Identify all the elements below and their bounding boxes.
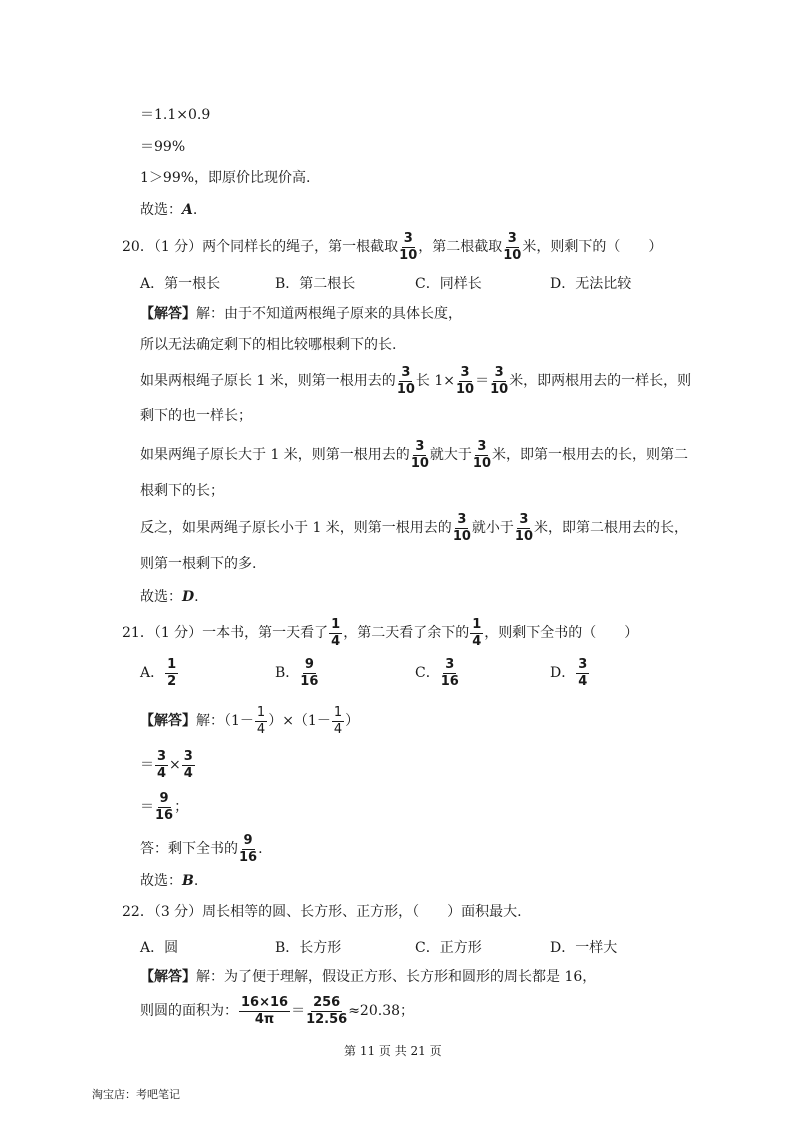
text: × <box>169 757 181 774</box>
q20-solution-line-3 <box>140 366 691 396</box>
q21-answer <box>140 874 198 888</box>
text: 如果两绳子原长大于 1 米，则第一根用去的 <box>140 447 410 464</box>
fraction: $\frac{3}{10}$ <box>490 365 509 397</box>
solution-text: 解：由于不知道两根绳子原来的具体长度， <box>196 306 462 322</box>
option-label: A． <box>140 665 165 682</box>
solution-label: 【解答】 <box>140 306 196 322</box>
fraction: $\frac{3}{10}$ <box>399 231 418 263</box>
q20-stem-a: 20．（1 分）两个同样长的绳子，第一根截取 <box>122 239 399 256</box>
q21-solution-line-3 <box>140 792 188 822</box>
q20-answer <box>140 590 199 604</box>
text: 米，即第二根用去的长， <box>534 520 688 537</box>
option-label: C． <box>415 665 440 682</box>
q20-solution-line-6: 根剩下的长； <box>140 483 224 499</box>
text: ≈20.38； <box>348 1003 415 1020</box>
text: ＝ <box>140 757 154 774</box>
text: 就大于 <box>429 447 472 464</box>
q21-option-a <box>140 658 179 688</box>
q20-solution-line-8: 则第一根剩下的多. <box>140 556 257 572</box>
text: 长 1× <box>415 373 455 390</box>
shop-watermark: 淘宝店：考吧笔记 <box>92 1088 180 1101</box>
prev-answer <box>140 203 197 217</box>
fraction: $\frac{1}{4}$ <box>256 705 266 737</box>
fraction: $\frac{1}{4}$ <box>333 705 343 737</box>
fraction: $\frac{1}{2}$ <box>167 657 177 689</box>
solution-text: 解：为了便于理解，假设正方形、长方形和圆形的周长都是 16， <box>196 969 597 985</box>
text: ）×（1－ <box>268 713 331 730</box>
q20-option-d: D．无法比较 <box>550 276 632 292</box>
text: 米，即两根用去的一样长，则 <box>509 373 692 390</box>
answer-prefix: 故选： <box>140 202 182 218</box>
q20-solution-line-5 <box>140 440 688 470</box>
solution-label: 【解答】 <box>140 713 196 730</box>
fraction: $\frac{3}{10}$ <box>396 365 415 397</box>
q22-stem: 22．（3 分）周长相等的圆、长方形、正方形，（ ）面积最大. <box>122 904 522 920</box>
q21-option-d <box>550 658 590 688</box>
answer-prefix: 故选： <box>140 589 182 605</box>
text: 解：（1－ <box>196 713 254 730</box>
solution-label: 【解答】 <box>140 969 196 985</box>
text: 就小于 <box>471 520 514 537</box>
text: 则圆的面积为： <box>140 1003 238 1020</box>
calc-line-2: ＝99% <box>140 139 186 155</box>
fraction: $\frac{3}{10}$ <box>514 512 533 544</box>
q21-option-b <box>275 658 319 688</box>
q20-stem-c: 米，则剩下的（ ） <box>522 239 663 256</box>
fraction: $\frac{9}{16}$ <box>300 657 319 689</box>
q21-answer-text <box>140 834 263 864</box>
q22-option-a: A．圆 <box>140 940 179 956</box>
text: 米，即第一根用去的长，则第二 <box>492 447 688 464</box>
fraction: $\frac{16\times 16}{4\pi}$ <box>241 995 289 1027</box>
text: 反之，如果两绳子原长小于 1 米，则第一根用去的 <box>140 520 452 537</box>
fraction: $\frac{3}{4}$ <box>157 749 167 781</box>
q20-option-a: A．第一根长 <box>140 276 221 292</box>
answer-letter: A <box>182 202 193 218</box>
q21-option-c <box>415 658 460 688</box>
fraction: $\frac{256}{12.56}$ <box>306 995 348 1027</box>
fraction: $\frac{3}{10}$ <box>503 231 522 263</box>
fraction: $\frac{3}{4}$ <box>183 749 193 781</box>
text: 21．（1 分）一本书，第一天看了 <box>122 625 329 642</box>
q20-solution-line-1 <box>140 307 462 321</box>
fraction: $\frac{9}{16}$ <box>239 833 258 865</box>
q22-solution-line-2 <box>140 996 414 1026</box>
option-label: D． <box>550 665 576 682</box>
q20-solution-line-7 <box>140 513 688 543</box>
fraction: $\frac{3}{16}$ <box>440 657 459 689</box>
answer-end: . <box>193 873 199 889</box>
calc-conclusion: 1＞99%，即原价比现价高. <box>140 170 311 186</box>
q22-option-b: B．长方形 <box>275 940 342 956</box>
fraction: $\frac{3}{4}$ <box>578 657 588 689</box>
fraction: $\frac{1}{4}$ <box>472 617 482 649</box>
q20-solution-line-4: 剩下的也一样长； <box>140 408 252 424</box>
q20-stem-b: ，第二根截取 <box>418 239 503 256</box>
answer-end: . <box>192 202 198 218</box>
option-label: B． <box>275 665 300 682</box>
answer-letter: D <box>182 589 195 605</box>
text: ＝ <box>140 799 154 816</box>
text: ＝ <box>475 373 490 390</box>
q21-stem <box>122 618 638 648</box>
fraction: $\frac{9}{16}$ <box>155 791 174 823</box>
page-number: 第 11 页 共 21 页 <box>344 1044 442 1058</box>
q21-solution-line-2 <box>140 750 196 780</box>
answer-prefix: 故选： <box>140 873 182 889</box>
fraction: $\frac{3}{10}$ <box>456 365 475 397</box>
text: ，第二天看了余下的 <box>343 625 470 642</box>
fraction: $\frac{1}{4}$ <box>331 617 341 649</box>
calc-line-1: ＝1.1×0.9 <box>140 107 211 123</box>
text: ； <box>174 799 189 816</box>
q22-option-d: D．一样大 <box>550 940 618 956</box>
q20-option-c: C．同样长 <box>415 276 482 292</box>
text: . <box>258 841 263 858</box>
q21-solution-line-1 <box>140 706 359 736</box>
q20-solution-line-2: 所以无法确定剩下的相比较哪根剩下的长. <box>140 337 397 353</box>
q22-solution-line-1 <box>140 970 596 984</box>
q20-option-b: B．第二根长 <box>275 276 356 292</box>
q20-stem <box>122 232 662 262</box>
fraction: $\frac{3}{10}$ <box>472 439 491 471</box>
text: ＝ <box>291 1003 306 1020</box>
text: ） <box>345 713 360 730</box>
text: 如果两根绳子原长 1 米，则第一根用去的 <box>140 373 396 390</box>
text: 答：剩下全书的 <box>140 841 238 858</box>
answer-letter: B <box>182 873 194 889</box>
answer-end: . <box>194 589 199 605</box>
fraction: $\frac{3}{10}$ <box>410 439 429 471</box>
q22-option-c: C．正方形 <box>415 940 482 956</box>
fraction: $\frac{3}{10}$ <box>452 512 471 544</box>
text: ，则剩下全书的（ ） <box>484 625 639 642</box>
